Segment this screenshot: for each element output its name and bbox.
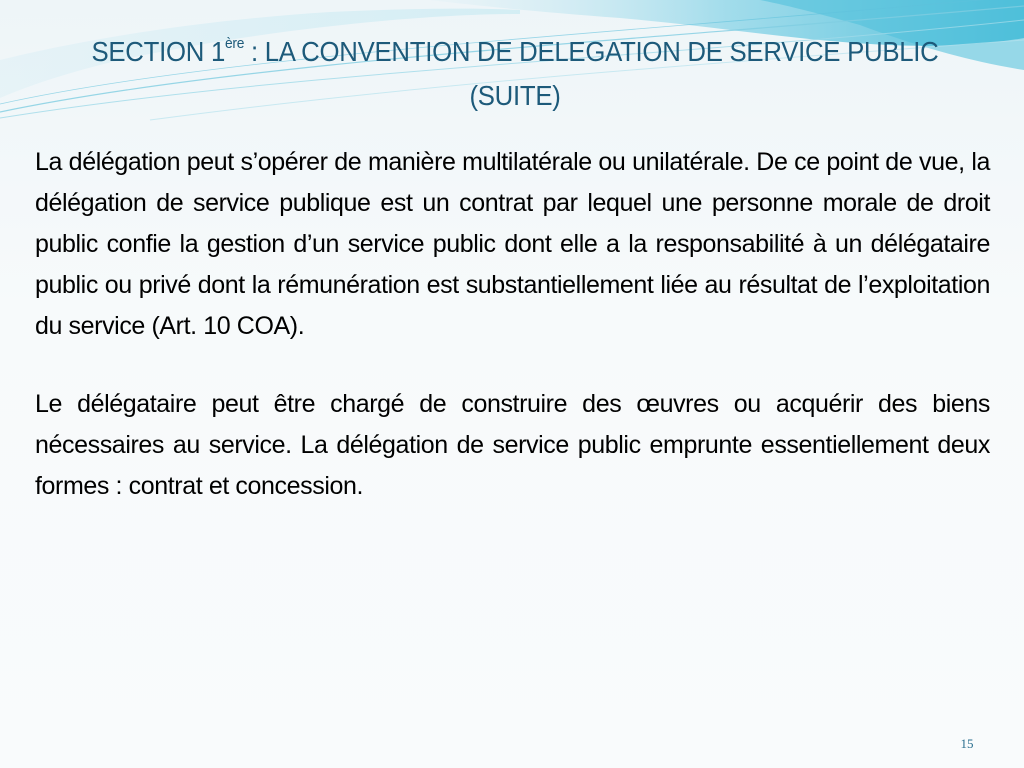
page-number: 15	[960, 736, 974, 751]
slide-title	[69, 30, 961, 118]
title-suffix: : LA CONVENTION DE DELEGATION DE SERVICE PUBLIC	[244, 36, 939, 67]
title-line-2: (SUITE)	[469, 80, 561, 111]
title-superscript: ère	[224, 35, 245, 52]
title-prefix: SECTION 1	[91, 36, 225, 67]
paragraph-1: La délégation peut s’opérer de manière multilatérale ou unilatérale. De ce point de vue, la délégation de service publique est un contrat par lequel une personne morale de droit public confie la gestion d’un service public dont elle a la responsabilité à un délégataire public ou privé dont la rémunération est substantiellement liée au résultat de l’exploitation du service (Art. 10 COA).	[35, 148, 990, 340]
paragraph-2: Le délégataire peut être chargé de construire des œuvres ou acquérir des biens nécessaires au service. La délégation de service public emprunte essentiellement deux formes : contrat et concession.	[35, 390, 990, 500]
slide-body	[35, 142, 990, 544]
